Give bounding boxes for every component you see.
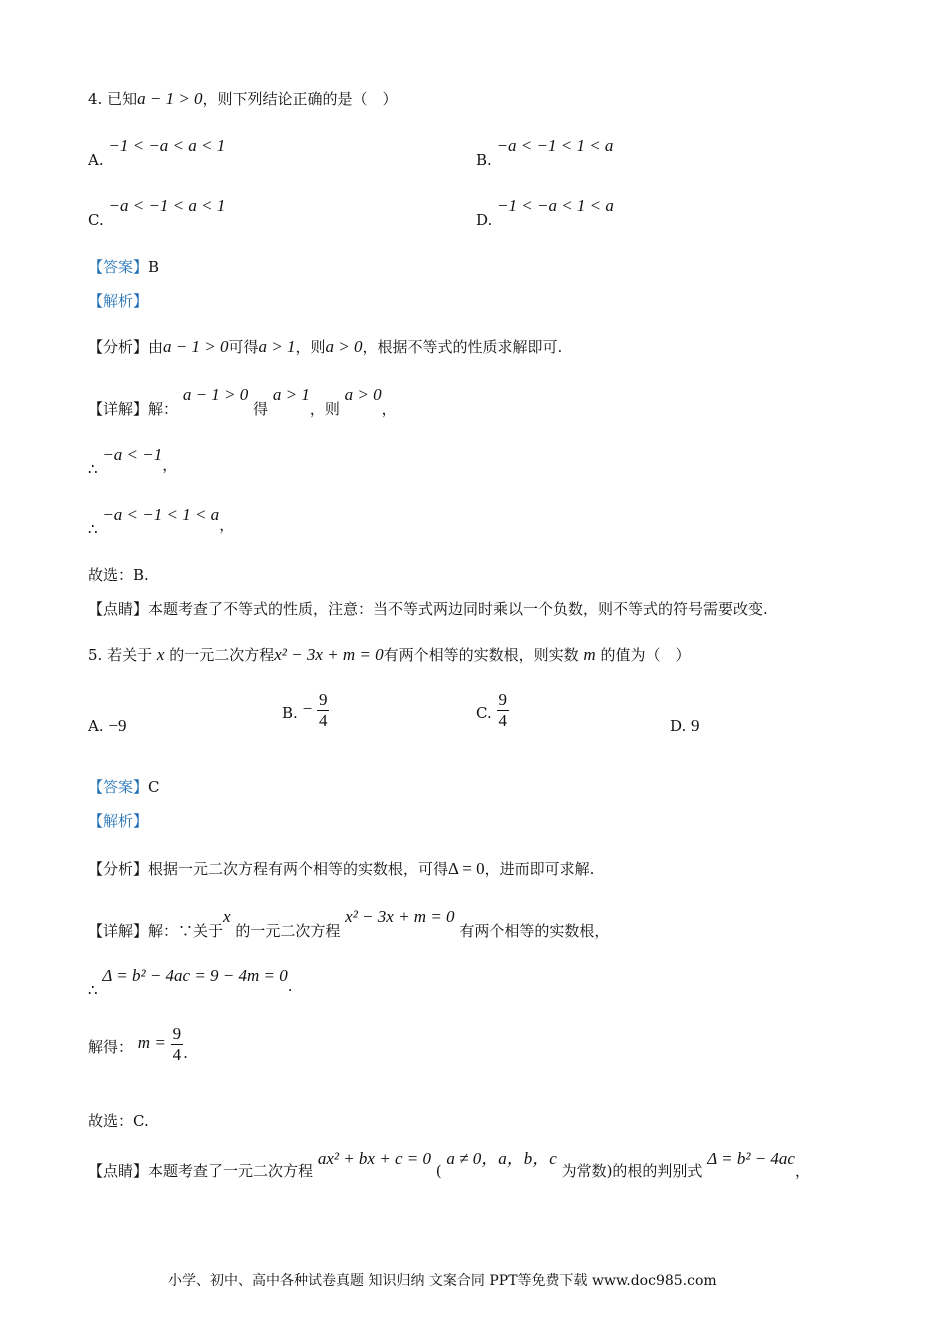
q4-option-c: C. −a < −1 < a < 1 [88,196,226,229]
q5-option-a: A. −9 [88,716,127,735]
q5-comment: 【点睛】本题考查了一元二次方程 ax² + bx + c = 0 ( a ≠ 0，a，b，c 为常数)的根的判别式 Δ = b² − 4ac， [88,1149,810,1180]
q5-choose: 故选：C. [88,1112,149,1130]
q4-step1: ∴ −a < −1， [88,445,178,478]
q4-jiexi: 【解析】 [88,292,149,310]
q5-detail: 【详解】解：∵关于x 的一元二次方程 x² − 3x + m = 0 有两个相等的实数根， [88,907,610,940]
q4-stem: 4. 已知a − 1 > 0，则下列结论正确的是（ ） [88,89,398,108]
q5-option-d: D. 9 [670,716,700,735]
q5-option-c-fraction: $\frac{9}{4}$ [498,690,507,730]
q5-answer: 【答案】C [88,778,160,796]
q4-option-b: B. −a < −1 < 1 < a [476,136,614,169]
q5-option-b-fraction: $\frac{9}{4}$ [318,690,328,730]
q4-option-d: D. −1 < −a < 1 < a [476,196,614,229]
q5-solve: 解得： m = $\frac{9}{4}$ . [88,1024,188,1064]
q4-comment: 【点睛】本题考查了不等式的性质，注意：当不等式两边同时乘以一个负数，则不等式的符号需要改变. [88,600,768,618]
q5-stem: 5. 若关于 x 的一元二次方程x² − 3x + m = 0有两个相等的实数根，则实数 m 的值为（ ） [88,645,691,664]
q4-option-a: A. −1 < −a < a < 1 [88,136,226,169]
q4-analysis: 【分析】由a − 1 > 0可得a > 1，则a > 0，根据不等式的性质求解即可. [88,337,563,356]
q5-step1: ∴ Δ = b² − 4ac = 9 − 4m = 0. [88,966,293,999]
q5-jiexi: 【解析】 [88,812,149,830]
q5-solve-fraction: $\frac{9}{4}$ [172,1024,182,1064]
q5-option-c: C. $\frac{9}{4}$ [476,690,507,730]
q5-option-b: B. − $\frac{9}{4}$ [282,690,328,730]
q4-choose: 故选：B. [88,566,149,584]
q4-answer: 【答案】B [88,258,160,276]
q4-detail: 【详解】解： a − 1 > 0 得 a > 1，则 a > 0， [88,385,397,418]
q5-analysis: 【分析】根据一元二次方程有两个相等的实数根，可得Δ = 0，进而即可求解. [88,859,595,878]
page-footer: 小学、初中、高中各种试卷真题 知识归纳 文案合同 PPT等免费下载 www.doc985.com [168,1273,717,1289]
q4-step2: ∴ −a < −1 < 1 < a， [88,505,235,538]
